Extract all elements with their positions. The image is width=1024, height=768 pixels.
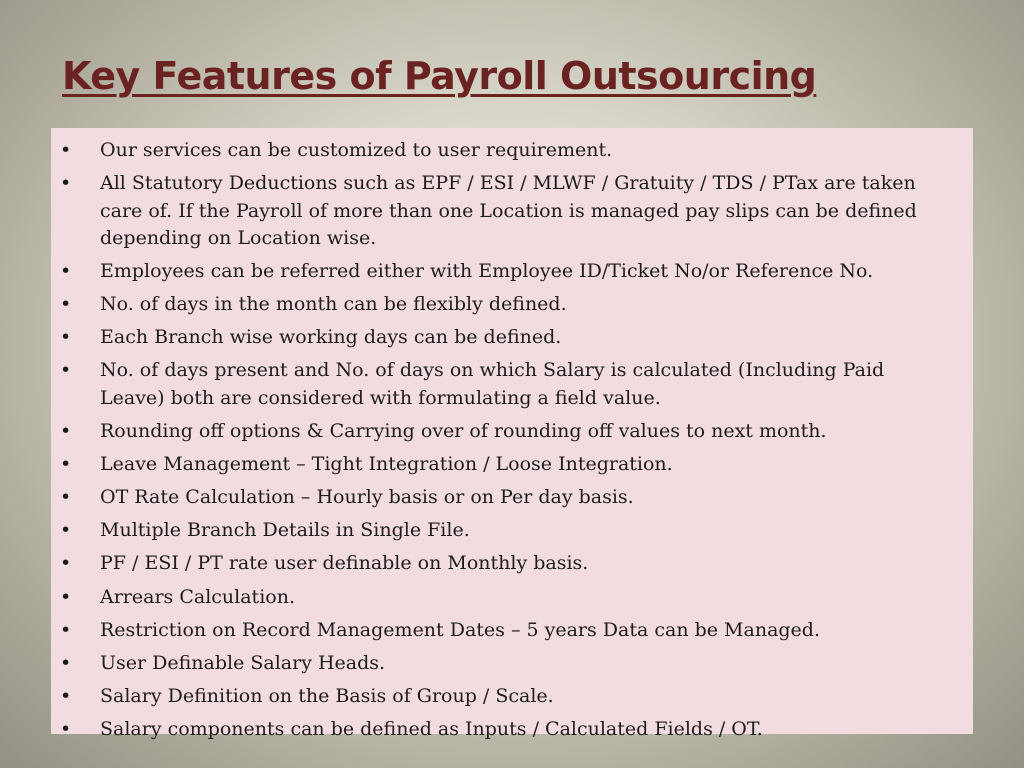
bullet-icon: • <box>60 172 72 195</box>
feature-text: OT Rate Calculation – Hourly basis or on Per day basis. <box>100 486 634 509</box>
features-content-box <box>51 128 973 740</box>
feature-text: Arrears Calculation. <box>100 585 295 608</box>
feature-item <box>51 291 949 319</box>
slide-title: Key Features of Payroll Outsourcing <box>62 54 817 98</box>
bullet-icon: • <box>60 684 72 707</box>
feature-text: User Definable Salary Heads. <box>100 651 386 674</box>
feature-item <box>51 170 949 253</box>
feature-text: Our services can be customized to user requirement. <box>100 139 613 161</box>
feature-text: All Statutory Deductions such as EPF / ESI / MLWF / Gratuity / TDS / PTax are taken care of. If the Payroll of more than one Location is managed pay slips can be defined depending on Location wise. <box>100 172 917 250</box>
bullet-icon: • <box>60 293 72 316</box>
feature-item <box>51 324 949 352</box>
bullet-icon: • <box>60 359 72 382</box>
bullet-icon: • <box>60 420 72 443</box>
feature-text: No. of days present and No. of days on which Salary is calculated (Including Paid Leave) both are considered with formulating a field value. <box>100 359 885 409</box>
feature-text: Restriction on Record Management Dates – 5 years Data can be Managed. <box>100 618 821 641</box>
bullet-icon: • <box>60 519 72 542</box>
bullet-icon: • <box>60 585 72 608</box>
feature-item <box>51 617 949 645</box>
feature-text: Salary Definition on the Basis of Group / Scale. <box>100 684 554 707</box>
feature-item <box>51 451 949 479</box>
feature-text: PF / ESI / PT rate user definable on Monthly basis. <box>100 552 589 575</box>
bullet-icon: • <box>60 326 72 349</box>
feature-text: No. of days in the month can be flexibly defined. <box>100 293 567 316</box>
feature-item <box>51 484 949 512</box>
feature-item <box>51 683 949 711</box>
feature-text: Each Branch wise working days can be defined. <box>100 326 562 349</box>
feature-text: Rounding off options & Carrying over of rounding off values to next month. <box>100 420 827 443</box>
bullet-icon: • <box>60 651 72 674</box>
features-bullet-list <box>51 128 973 743</box>
bullet-icon: • <box>60 139 72 161</box>
feature-text: Leave Management – Tight Integration / Loose Integration. <box>100 453 673 476</box>
feature-item <box>51 357 949 412</box>
bullet-icon: • <box>60 618 72 641</box>
feature-item <box>51 650 949 678</box>
feature-item <box>51 517 949 545</box>
feature-item <box>51 418 949 446</box>
feature-text: Salary components can be defined as Inputs / Calculated Fields / OT. <box>100 717 763 740</box>
bullet-icon: • <box>60 717 72 740</box>
feature-item <box>51 584 949 612</box>
feature-text: Employees can be referred either with Employee ID/Ticket No/or Reference No. <box>100 260 874 283</box>
feature-text: Multiple Branch Details in Single File. <box>100 519 470 542</box>
feature-item <box>51 716 949 744</box>
feature-item <box>51 258 949 286</box>
bullet-icon: • <box>60 486 72 509</box>
bullet-icon: • <box>60 453 72 476</box>
bullet-icon: • <box>60 260 72 283</box>
feature-item <box>51 137 949 165</box>
bullet-icon: • <box>60 552 72 575</box>
feature-item <box>51 550 949 578</box>
